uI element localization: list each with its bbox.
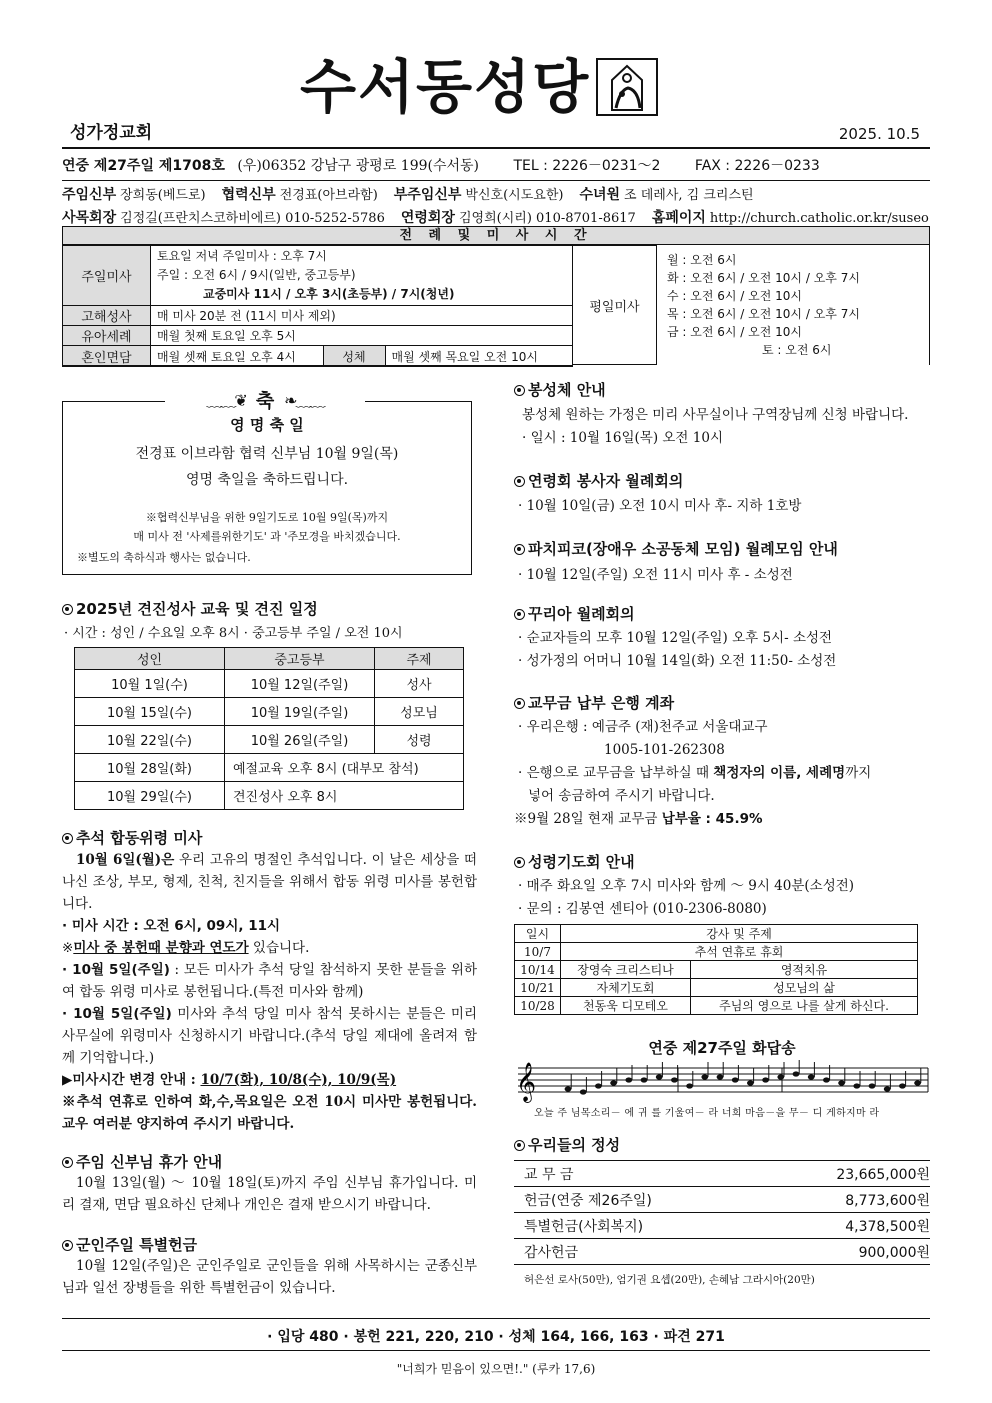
section-bullet-icon: [62, 604, 73, 615]
holy-family-logo-icon: [596, 58, 658, 116]
feast-heading: 영 명 축 일: [230, 416, 304, 434]
weekday-mass-label: 평일미사: [573, 245, 657, 365]
staff-role: 홈페이지: [651, 210, 706, 226]
section-bullet-icon: [514, 476, 525, 487]
note-head: [717, 1074, 724, 1079]
table-row: 10월 15일(수) 10월 19일(주일) 성모님: [75, 698, 464, 726]
table-row: 10월 28일(화) 예절교육 오후 8시 (대부모 참석): [75, 754, 464, 782]
note-head: [671, 1077, 678, 1082]
pachi-body: · 10월 12일(주일) 오전 11시 미사 후 - 소성전: [518, 567, 793, 583]
staff-name: http://church.catholic.or.kr/suseo: [709, 211, 929, 226]
vacation-body: 10월 13일(월) ～ 10월 18일(토)까지 주임 신부님 휴가입니다. 미리 결재, 면담 필요하신 단체나 개인은 결재 받으시기 바랍니다.: [62, 1175, 477, 1213]
psalm-lyrics: 오늘 주 님목소리－ 에 귀 를 기울여－ 라 너희 마음－을 무－ 디 게하지마 라: [534, 1108, 880, 1119]
note-head: [595, 1083, 602, 1088]
feast-banner: [165, 384, 365, 414]
retreat-title: 2025년 견진성사 교육 및 견진 일정: [62, 598, 318, 619]
note-head: [762, 1077, 769, 1082]
section-bullet-icon: [514, 698, 525, 709]
psalm-score-icon: [514, 1060, 932, 1106]
confession-label: 고해성사: [63, 306, 151, 326]
eucharist-title: 봉성체 안내: [514, 379, 606, 400]
baptism-time: 매월 첫째 토요일 오후 5시: [151, 326, 573, 346]
sunday-mass-main: 교중미사 11시 / 오후 3시(초등부) / 7시(청년): [203, 287, 455, 301]
confession-time: 매 미사 20분 전 (11시 미사 제외): [151, 306, 573, 326]
note-head: [899, 1083, 906, 1088]
staff-role: 연령회장: [400, 210, 455, 226]
section-bullet-icon: [514, 857, 525, 868]
note-head: [701, 1074, 708, 1079]
spirit-table: 일시 강사 및 주제 10/7 추석 연휴로 휴회 10/14 장영숙 크리스티나 영적치유 10/21 자체기도회 성모님의 삶 10/28 천동욱 디모테오 주님의 영으로 나를 살게 하신다.: [514, 924, 918, 1015]
feast-note3: ※별도의 축하식과 행사는 없습니다.: [77, 551, 251, 564]
fax: FAX : 2226－0233: [694, 158, 820, 174]
mass-schedule-title: 전 례 및 미 사 시 간: [62, 226, 930, 245]
note-head: [838, 1080, 845, 1085]
yeonryeong-body: · 10월 10일(금) 오전 10시 미사 후- 지하 1호방: [518, 498, 802, 514]
feast-note2: 매 미사 전 '사제를위한기도' 과 '주모경을 바치겠습니다.: [133, 530, 401, 543]
table-row: 10/28 천동욱 디모테오 주님의 영으로 나를 살게 하신다.: [515, 997, 918, 1015]
header-info-line: [62, 155, 820, 175]
table-row: 10/14 장영숙 크리스티나 영적치유: [515, 961, 918, 979]
parish-title: 수서동성당: [300, 53, 591, 121]
header-divider-2: [62, 180, 930, 181]
ornament-right-icon: ❧﹏﹏: [284, 390, 324, 410]
staff-name: 박신호(시도요한): [465, 188, 564, 203]
staff-info: [62, 184, 945, 230]
section-bullet-icon: [514, 1140, 525, 1151]
note-head: [869, 1083, 876, 1088]
chuseok-title: 추석 합동위령 미사: [62, 827, 202, 848]
eucharist-body: 봉성체 원하는 가정은 미리 사무실이나 구역장님께 신청 바랍니다. · 일시 : 10월 16일(목) 오전 10시: [522, 407, 909, 446]
vacation-title: 주임 신부님 휴가 안내: [62, 1151, 222, 1172]
svg-text:𝄞: 𝄞: [516, 1062, 537, 1102]
spirit-title: 성령기도회 안내: [514, 851, 635, 872]
mass-schedule: [62, 245, 930, 365]
note-head: [823, 1077, 830, 1082]
note-head: [793, 1071, 800, 1076]
weekday-mass-item: 화 : 오전 6시 / 오전 10시 / 오후 7시: [667, 271, 860, 285]
marriage-label: 혼인면담: [63, 346, 151, 367]
section-bullet-icon: [62, 833, 73, 844]
retreat-time: · 시간 : 성인 / 수요일 오후 8시 · 중고등부 주일 / 오전 10시: [64, 626, 403, 641]
table-row: 교 무 금 23,665,000원: [514, 1161, 930, 1187]
weekday-mass-item: 금 : 오전 6시 / 오전 10시: [667, 325, 803, 339]
section-bullet-icon: [514, 544, 525, 555]
weekday-mass-item: 목 : 오전 6시 / 오전 10시 / 오후 7시: [667, 307, 860, 321]
table-row: 10월 22일(수) 10월 26일(주일) 성령: [75, 726, 464, 754]
baptism-label: 유아세례: [63, 326, 151, 346]
staff-name: 조 데레사, 김 크리스틴: [624, 188, 754, 203]
staff-name: 전경표(아브라함): [279, 188, 378, 203]
note-head: [610, 1080, 617, 1085]
staff-role: 부주임신부: [393, 187, 462, 203]
weekday-mass-item: 수 : 오전 6시 / 오전 10시: [667, 289, 803, 303]
footer-quote: "너희가 믿음이 있으면!." (루카 17,6): [396, 1362, 596, 1376]
adoration-time: 매월 셋째 목요일 오전 10시: [391, 349, 538, 364]
yeonryeong-title: 연령회 봉사자 월례회의: [514, 470, 683, 491]
chuseok-body: 10월 6일(월)은 우리 고유의 명절인 추석입니다. 이 날은 세상을 떠나신 조상, 부모, 형제, 친척, 친지들을 위해서 합동 위령 미사를 봉헌합니다. · 미사 시간 : 오전 6시, 09시, 11시 ※미사 중 봉헌때 분향과 연도가 있습니다. · 10월 5일(주일) : 모든 미사가 추석 당일 참석하지 못한 분들을 위하여 합동 위령 미사로 봉헌됩니다.(특전 미사와 함께) · 10월 5일(주일) 미사와 추석 당일 미사 참석 못하시는 분들은 미리 사무실에 위령미사 신청하시기 바랍니다.(추석 당일 제대에 올려져 함께 기억합니다.) ▶미사시간 변경 안내 : 10/7(화), 10/8(수), 10/9(목) ※추석 연휴로 인하여 화,수,목요일은 오전 10시 미사만 봉헌됩니다. 교우 여러분 양지하여 주시기 바랍니다.: [62, 852, 477, 1132]
bank-body: · 우리은행 : 예금주 (재)천주교 서울대교구 1005-101-262308 · 은행으로 교무금을 납부하실 때 책정자의 이름, 세례명까지 넣어 송금하여 주시기 바랍니다. ※9월 28일 현재 교무금 납부율 : 45.9%: [514, 719, 872, 827]
staff-role: 협력신부: [221, 187, 276, 203]
feast-line1: 전경표 이브라함 협력 신부님 10월 9일(목): [135, 446, 399, 462]
offering-note: 허은선 로사(50만), 엄기권 요셉(20만), 손혜남 그라시아(20만): [524, 1274, 815, 1286]
staff-role: 수녀원: [579, 187, 621, 203]
curia-title: 꾸리아 월례회의: [514, 603, 635, 624]
staff-role: 사목회장: [62, 210, 117, 226]
ornament-left-icon: ﹏﹏❦: [206, 390, 246, 410]
feast-mark: 축: [255, 389, 275, 412]
note-head: [686, 1083, 693, 1088]
issue-week: 연중 제27주일 제1708호: [62, 158, 225, 174]
table-row: 감사헌금 900,000원: [514, 1239, 930, 1265]
staff-name: 김영희(시리) 010-8701-8617: [458, 211, 636, 226]
note-head: [914, 1080, 921, 1085]
mass-bottom: [62, 365, 573, 366]
note-head: [656, 1074, 663, 1079]
note-head: [732, 1077, 739, 1082]
section-bullet-icon: [514, 609, 525, 620]
adoration-label: 성체: [323, 346, 385, 366]
table-row: 헌금(연중 제26주일) 8,773,600원: [514, 1187, 930, 1213]
feast-box: [62, 401, 472, 575]
footer-divider-2: [62, 1350, 930, 1351]
sunday-mass-label: 주일미사: [63, 246, 151, 306]
header-divider: [62, 147, 930, 149]
table-row: 10월 29일(수) 견진성사 오후 8시: [75, 782, 464, 810]
note-head: [580, 1089, 587, 1094]
note-head: [808, 1074, 815, 1079]
footer-divider: [62, 1318, 930, 1319]
marriage-time: 매월 셋째 토요일 오후 4시: [151, 346, 323, 366]
note-head: [853, 1083, 860, 1088]
note-head: [625, 1077, 632, 1082]
table-row: 10/7 추석 연휴로 휴회: [515, 943, 918, 961]
military-title: 군인주일 특별헌금: [62, 1234, 197, 1255]
bank-title: 교무금 납부 은행 계좌: [514, 692, 674, 713]
staff-name: 장희동(베드로): [120, 188, 206, 203]
note-head: [777, 1074, 784, 1079]
pachi-title: 파치피코(장애우 소공동체 모임) 월례모임 안내: [514, 538, 838, 559]
spirit-body: · 매주 화요일 오후 7시 미사와 함께 ～ 9시 40분(소성전) · 문의 : 김봉연 센티아 (010-2306-8080): [518, 878, 855, 917]
address: (우)06352 강남구 광평로 199(수서동): [237, 158, 480, 174]
section-bullet-icon: [514, 385, 525, 396]
psalm-title: 연중 제27주일 화답송: [648, 1039, 796, 1057]
section-bullet-icon: [62, 1240, 73, 1251]
feast-line2: 영명 축일을 축하드립니다.: [185, 472, 349, 488]
weekday-mass-times: [657, 245, 930, 365]
telephone: TEL : 2226－0231～2: [513, 158, 661, 174]
saturday-mass: 토요일 저녁 주일미사 : 오후 7시: [157, 249, 327, 263]
retreat-table: 성인 중고등부 주제 10월 1일(수) 10월 12일(주일) 성사 10월 15일(수) 10월 19일(주일) 성모님 10월 22일(수) 10월 26일(주일) 성령 10월 28일(화) 예절교육 오후 8시 (대부모 참석) 10월 29일(수) 견진성사 오후 8시: [74, 647, 464, 810]
issue-date: 2025. 10.5: [838, 125, 920, 143]
sunday-mass: 주일 : 오전 6시 / 9시(일반, 중고등부): [157, 268, 356, 282]
table-row: 10월 1일(수) 10월 12일(주일) 성사: [75, 670, 464, 698]
offering-table: [514, 1160, 930, 1265]
weekday-mass-item: 토 : 오전 6시: [762, 343, 832, 357]
note-head: [641, 1077, 648, 1082]
note-head: [747, 1080, 754, 1085]
table-row: 10/21 자체기도회 성모님의 삶: [515, 979, 918, 997]
section-bullet-icon: [62, 1157, 73, 1168]
staff-role: 주임신부: [62, 187, 117, 203]
feast-note1: ※협력신부님을 위한 9일기도로 10월 9일(목)까지: [145, 511, 389, 524]
attendance-stats: · 입당 480 · 봉헌 221, 220, 210 · 성체 164, 166, 163 · 파견 271: [267, 1329, 725, 1345]
parish-subtitle: 성가정교회: [70, 123, 153, 143]
weekday-mass-item: 월 : 오전 6시: [667, 253, 737, 267]
note-head: [565, 1086, 572, 1091]
note-head: [884, 1086, 891, 1091]
military-body: 10월 12일(주일)은 군인주일로 군인들을 위해 사목하시는 군종신부님과 일선 장병들을 위한 특별헌금이 있습니다.: [62, 1258, 477, 1296]
staff-name: 김정길(프란치스코하비에르) 010-5252-5786: [120, 211, 385, 226]
curia-body: · 순교자들의 모후 10월 12일(주일) 오후 5시- 소성전 · 성가정의 어머니 10월 14일(화) 오전 11:50- 소성전: [518, 630, 837, 669]
offering-title: 우리들의 정성: [514, 1134, 620, 1155]
table-row: 특별헌금(사회복지) 4,378,500원: [514, 1213, 930, 1239]
